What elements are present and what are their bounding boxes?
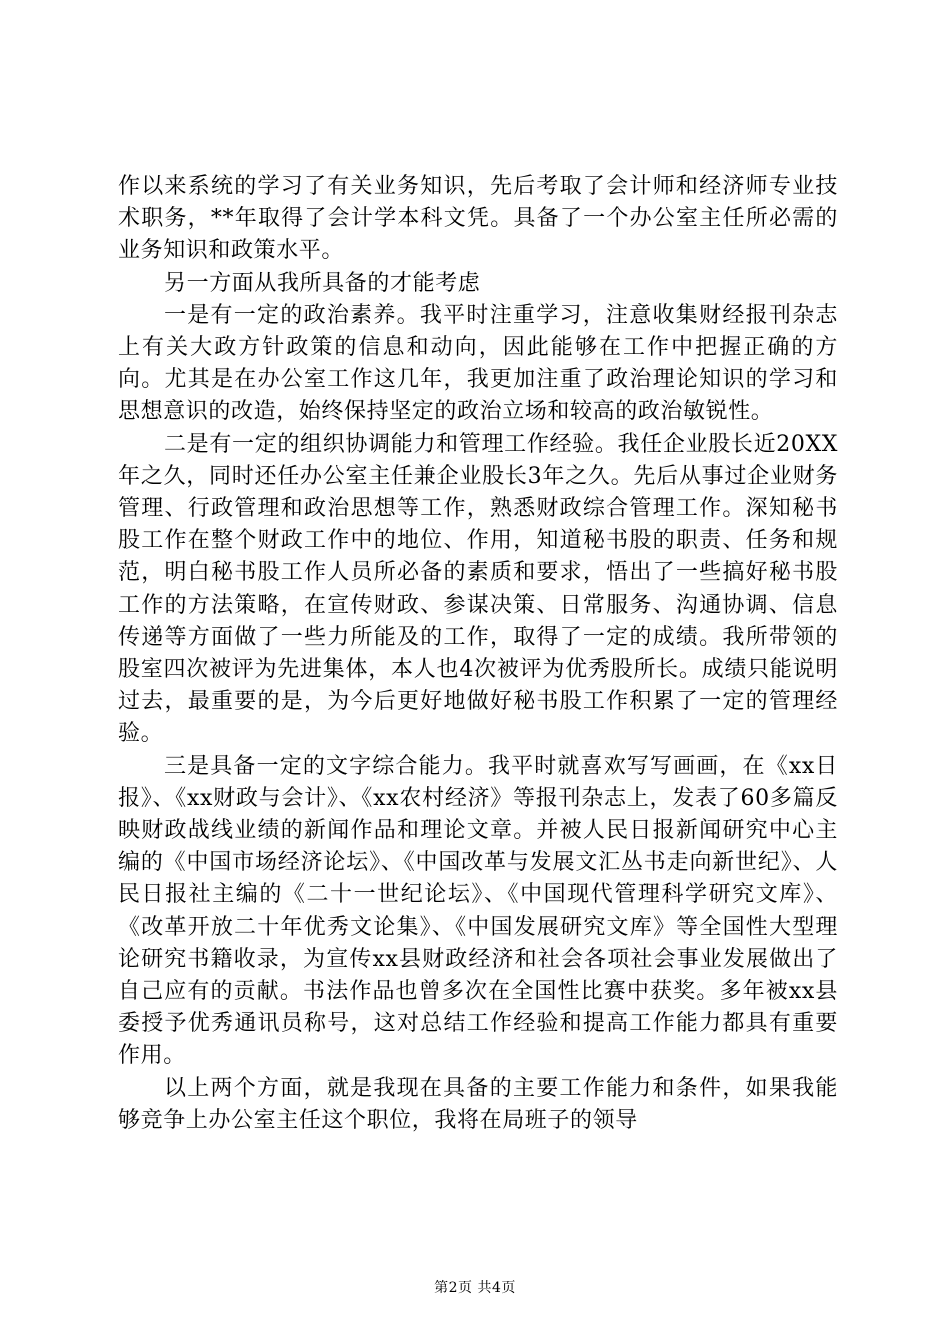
paragraph-organization-management: 二是有一定的组织协调能力和管理工作经验。我任企业股长近20XX年之久，同时还任办公室主任兼企业股长3年之久。先后从事过企业财务管理、行政管理和政治思想等工作，熟悉财政综合管理工作。深知秘书股工作在整个财政工作中的地位、作用，知道秘书股的职责、任务和规范，明白秘书股工作人员所必备的素质和要求，悟出了一些搞好秘书股工作的方法策略，在宣传财政、参谋决策、日常服务、沟通协调、信息传递等方面做了一些力所能及的工作，取得了一定的成绩。我所带领的股室四次被评为先进集体，本人也4次被评为优秀股所长。成绩只能说明过去，最重要的是，为今后更好地做好秘书股工作积累了一定的管理经验。: [118, 431, 838, 747]
paragraph-summary: 以上两个方面，就是我现在具备的主要工作能力和条件，如果我能够竞争上办公室主任这个职位，我将在局班子的领导: [118, 1075, 838, 1133]
document-body: [118, 171, 838, 1137]
paragraph-political-literacy: 一是有一定的政治素养。我平时注重学习，注意收集财经报刊杂志上有关大政方针政策的信息和动向，因此能够在工作中把握正确的方向。尤其是在办公室工作这几年，我更加注重了政治理论知识的学习和思想意识的改造，始终保持坚定的政治立场和较高的政治敏锐性。: [118, 302, 838, 425]
paragraph-writing-ability: 三是具备一定的文字综合能力。我平时就喜欢写写画画，在《xx日报》、《xx财政与会计》、《xx农村经济》等报刊杂志上，发表了60多篇反映财政战线业绩的新闻作品和理论文章。并被人民日报新闻研究中心主编的《中国市场经济论坛》、《中国改革与发展文汇丛书走向新世纪》、人民日报社主编的《二十一世纪论坛》、《中国现代管理科学研究文库》、《改革开放二十年优秀文论集》、《中国发展研究文库》等全国性大型理论研究书籍收录，为宣传xx县财政经济和社会各项社会事业发展做出了自己应有的贡献。书法作品也曾多次在全国性比赛中获奖。多年被xx县委授予优秀通讯员称号，这对总结工作经验和提高工作能力都具有重要作用。: [118, 753, 838, 1069]
page-number-footer: 第2页 共4页: [434, 1280, 516, 1296]
paragraph-continuation: 作以来系统的学习了有关业务知识，先后考取了会计师和经济师专业技术职务，**年取得了会计学本科文凭。具备了一个办公室主任所必需的业务知识和政策水平。: [118, 174, 838, 264]
paragraph-section-heading: 另一方面从我所具备的才能考虑: [164, 270, 481, 296]
